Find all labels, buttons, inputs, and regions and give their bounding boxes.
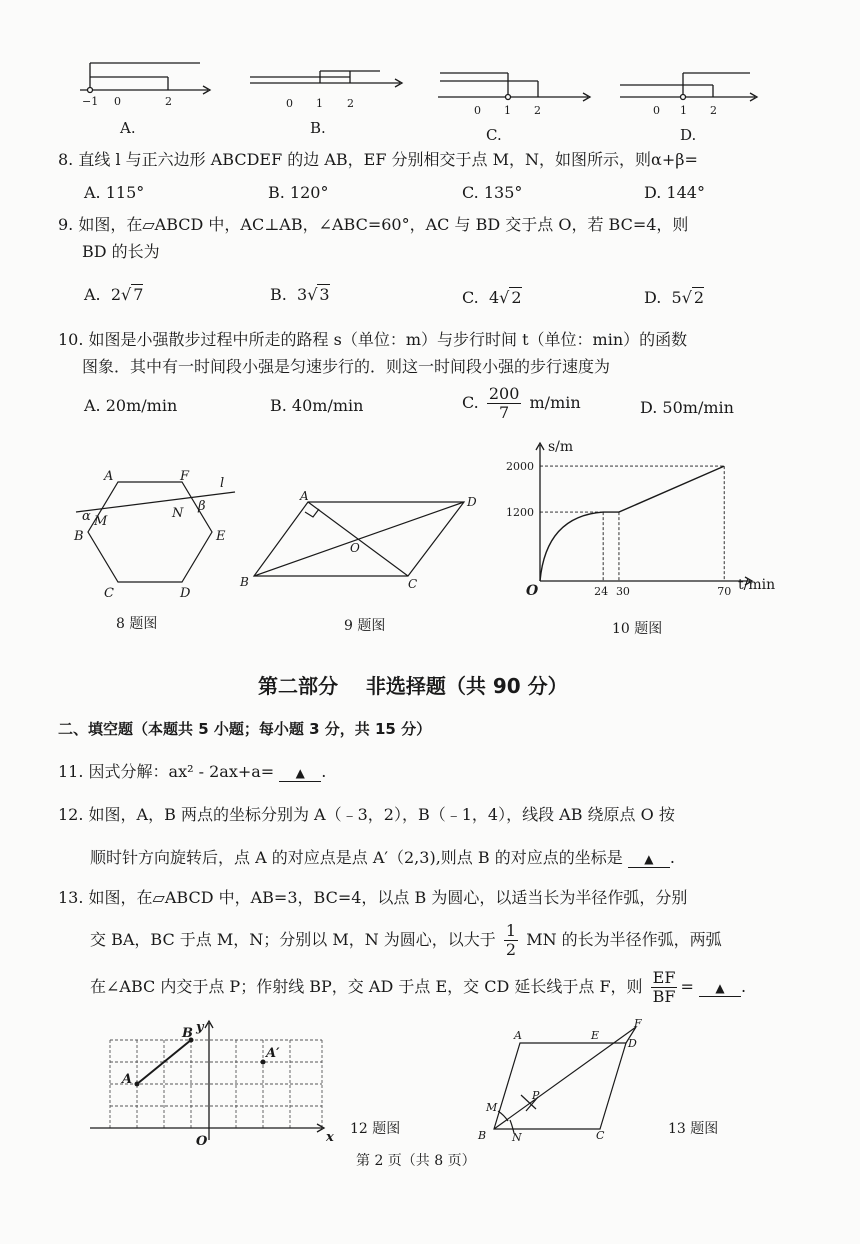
q7-c-tick-2: 2 (534, 104, 541, 117)
fig12-label-a-prime: A′ (266, 1046, 280, 1061)
fig9-label-d: D (467, 495, 477, 509)
fig13-label-e: E (591, 1029, 600, 1042)
q9-text-2: BD 的长为 (82, 242, 160, 261)
q9-stem-line1 (58, 213, 688, 237)
fig10-ytick-1200: 1200 (506, 506, 534, 520)
q10-number: 10. (58, 330, 84, 349)
q13-half-fraction (504, 922, 518, 959)
q12-end: . (669, 848, 675, 867)
q9-option-c-letter: C. (462, 288, 479, 307)
fig10-chart (500, 435, 790, 605)
fig9-label-c: C (408, 577, 418, 590)
q10-stem-line1 (58, 328, 687, 352)
fig10-origin: O (526, 583, 539, 599)
q13-end: . (740, 977, 747, 996)
q12-answer-blank[interactable]: ▲ (628, 851, 670, 868)
fig8-caption: 8 题图 (116, 616, 158, 632)
q7-b-tick-2: 2 (347, 97, 354, 110)
q11-answer-blank[interactable]: ▲ (279, 765, 321, 782)
q13-text-3: 在∠ABC 内交于点 P；作射线 BP，交 AD 于点 E，交 CD 延长线于点 F，则 (90, 977, 643, 996)
fig13-label-n: N (512, 1131, 522, 1144)
q10-option-c-unit: m/min (529, 393, 581, 412)
q9-option-a-letter: A. (84, 285, 101, 304)
q13-text-2a: 交 BA，BC 于点 M，N；分别以 M，N 为圆心，以大于 (90, 930, 496, 949)
fig8-label-alpha: α (82, 509, 91, 524)
fig13-label-p: P (532, 1089, 540, 1102)
fig8-label-m: M (94, 514, 108, 529)
q9-option-c-radicand: 2 (511, 288, 522, 307)
fig12-label-o: O (196, 1134, 208, 1149)
q9-option-d: D. 5√ 2 (644, 288, 705, 307)
q7-a-tick-m1: −1 (82, 95, 99, 108)
fig10-xtick-24: 24 (594, 585, 609, 598)
fig13-label-m: M (486, 1101, 498, 1114)
q9-option-c: C. 4√ 2 (462, 288, 522, 307)
q13-stem-line3 (90, 965, 746, 1009)
q7-b-tick-1: 1 (316, 97, 323, 110)
q8-option-a: A. 115° (84, 183, 145, 202)
q12-stem-line1 (58, 803, 675, 827)
q7-a-tick-0: 0 (114, 95, 121, 108)
fig12-label-a: A (122, 1072, 133, 1087)
q10-option-d: D. 50m/min (640, 398, 734, 417)
section2-heading: 二、填空题（本题共 5 小题；每小题 3 分，共 15 分） (58, 720, 432, 738)
q9-option-c-coef: 4 (488, 288, 500, 307)
q9-option-a-radicand: 7 (133, 285, 144, 304)
q13-ratio-fraction (651, 969, 678, 1006)
q10-option-c-denominator: 7 (499, 403, 510, 422)
q12-text-2: 顺时针方向旋转后，点 A 的对应点是点 A′（2,3),则点 B 的对应点的坐标是 (90, 848, 623, 867)
fig13-label-c: C (596, 1129, 605, 1142)
q13-equals: = (680, 977, 694, 996)
q9-option-b-radicand: 3 (319, 285, 330, 304)
fig8-label-a: A (104, 470, 114, 484)
q9-option-a: A. 2√ 7 (84, 285, 144, 304)
fig12-label-x: x (326, 1130, 334, 1145)
q13-stem-line1 (58, 886, 687, 910)
q10-text-2: 图象．其中有一时间段小强是匀速步行的．则这一时间段小强的步行速度为 (82, 357, 611, 376)
q11-text: 因式分解：ax² - 2ax+a= (88, 762, 275, 781)
q9-option-b-coef: 3 (297, 285, 308, 304)
q8-option-d: D. 144° (644, 183, 705, 202)
q7-option-a: A. (120, 119, 136, 137)
q9-option-b: B. 3√ 3 (270, 285, 330, 304)
q13-text-2b: MN 的长为半径作弧，两弧 (526, 930, 722, 949)
q7-d-tick-1: 1 (680, 104, 687, 117)
fig8-label-n: N (172, 506, 184, 521)
q13-half-denominator: 2 (505, 940, 517, 959)
fig8-label-e: E (216, 529, 226, 544)
q11-end: . (321, 762, 327, 781)
q7-option-d: D. (680, 126, 697, 144)
q10-option-b: B. 40m/min (270, 396, 364, 415)
fig8-label-f: F (180, 470, 190, 484)
q7-number-lines (60, 55, 780, 145)
q7-c-tick-0: 0 (474, 104, 481, 117)
q7-option-b: B. (310, 119, 326, 137)
q12-text-1: 如图，A，B 两点的坐标分别为 A（﹣3，2），B（﹣1，4），线段 AB 绕原点 O 按 (88, 805, 675, 824)
q11-stem (58, 760, 326, 784)
q9-number: 9. (58, 215, 74, 234)
q9-option-b-letter: B. (270, 285, 287, 304)
q9-option-d-radicand: 2 (693, 288, 705, 307)
fig8-label-beta: β (198, 499, 206, 514)
fig10-xtick-70: 70 (717, 585, 732, 598)
q12-stem-line2 (90, 846, 675, 870)
fig9-label-a: A (300, 490, 309, 503)
fig13-label-a: A (514, 1029, 522, 1042)
q13-text-1: 如图，在▱ABCD 中，AB=3，BC=4，以点 B 为圆心，以适当长为半径作弧，分别 (88, 888, 688, 907)
q7-a-tick-2: 2 (165, 95, 172, 108)
q13-half-numerator: 1 (505, 921, 517, 940)
fig12-label-y: y (196, 1020, 204, 1035)
q8-text: 直线 l 与正六边形 ABCDEF 的边 AB，EF 分别相交于点 M，N，如图所示，则α+β= (78, 150, 698, 169)
q10-option-c (462, 385, 581, 422)
q8-option-b: B. 120° (268, 183, 329, 202)
fig13-parallelogram (476, 1015, 656, 1150)
q8-option-c: C. 135° (462, 183, 523, 202)
fig10-xlabel: t/min (738, 577, 776, 593)
fig13-label-d: D (628, 1037, 637, 1050)
q13-number: 13. (58, 888, 84, 907)
q10-option-a: A. 20m/min (84, 396, 178, 415)
fig12-caption: 12 题图 (350, 1121, 401, 1137)
q7-b-tick-0: 0 (286, 97, 293, 110)
q13-ratio-numerator: EF (652, 968, 676, 987)
q13-ratio-denominator: BF (652, 987, 676, 1006)
fig13-caption: 13 题图 (668, 1121, 719, 1137)
fig10-ytick-2000: 2000 (506, 460, 534, 474)
fig9-label-b: B (240, 575, 249, 589)
fig8-label-d: D (180, 586, 191, 600)
fig12-grid (86, 1015, 346, 1150)
q9-option-a-coef: 2 (110, 285, 121, 304)
q7-d-tick-2: 2 (710, 104, 717, 117)
part2-title: 第二部分 非选择题（共 90 分） (258, 674, 568, 698)
fig10-ylabel: s/m (548, 439, 574, 455)
q7-option-c: C. (486, 126, 502, 144)
q7-d-tick-0: 0 (653, 104, 660, 117)
q13-answer-blank[interactable]: ▲ (699, 980, 741, 997)
q12-number: 12. (58, 805, 84, 824)
q7-c-tick-1: 1 (504, 104, 511, 117)
fig8-label-c: C (104, 586, 114, 600)
fig10-caption: 10 题图 (612, 621, 663, 637)
fig8-label-l: l (220, 476, 225, 491)
q13-stem-line2 (90, 920, 722, 960)
fig13-label-f: F (634, 1017, 642, 1030)
q10-option-c-fraction (487, 385, 522, 422)
q10-option-c-letter: C. (462, 393, 479, 412)
q10-text-1: 如图是小强散步过程中所走的路程 s（单位：m）与步行时间 t（单位：min）的函数 (88, 330, 688, 349)
q11-number: 11. (58, 762, 84, 781)
q9-text-1: 如图，在▱ABCD 中，AC⊥AB，∠ABC=60°，AC 与 BD 交于点 O，若 BC=4，则 (78, 215, 689, 234)
fig10-xtick-30: 30 (615, 585, 630, 598)
fig9-label-o: O (350, 541, 360, 555)
q8-stem (58, 148, 698, 172)
fig10-series-line (540, 466, 724, 581)
q10-option-c-numerator: 200 (488, 384, 520, 403)
q8-number: 8. (58, 150, 74, 169)
fig8-hexagon (70, 470, 240, 600)
fig9-parallelogram (232, 490, 492, 590)
fig8-label-b: B (74, 529, 84, 544)
q9-option-d-letter: D. (644, 288, 662, 307)
fig12-label-b: B (182, 1026, 193, 1041)
page-footer: 第 2 页（共 8 页） (356, 1153, 476, 1169)
fig9-caption: 9 题图 (344, 618, 386, 634)
fig13-label-b: B (478, 1129, 487, 1142)
q9-option-d-coef: 5 (671, 288, 682, 307)
